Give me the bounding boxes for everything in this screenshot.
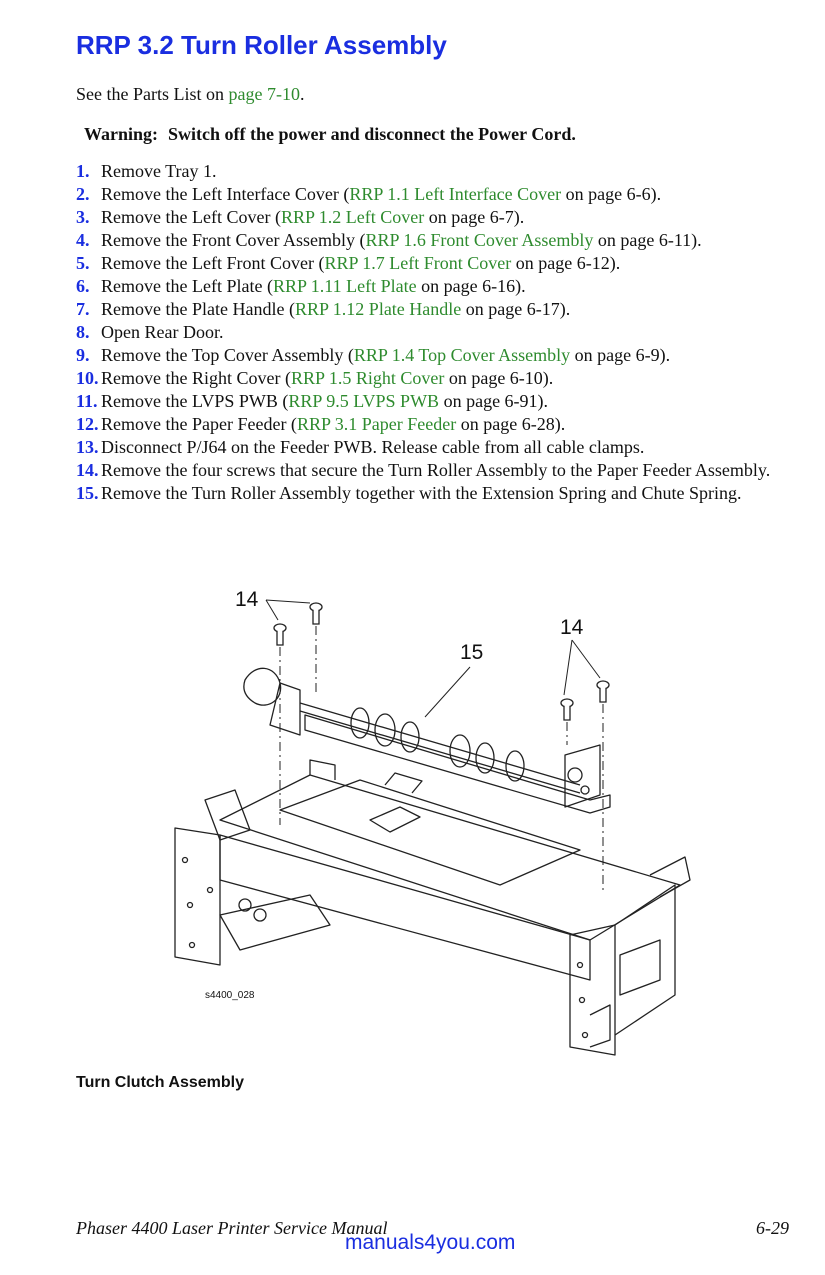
step-number: 11. — [76, 391, 98, 411]
step-text: Remove the LVPS PWB ( — [101, 391, 289, 411]
step-text-suffix: on page 6-6). — [561, 184, 662, 204]
step-cross-reference-link[interactable]: RRP 1.1 Left Interface Cover — [349, 184, 562, 204]
procedure-step — [76, 482, 796, 505]
step-number: 14. — [76, 460, 99, 480]
step-number: 12. — [76, 414, 99, 434]
step-cross-reference-link[interactable]: RRP 1.7 Left Front Cover — [324, 253, 512, 273]
step-text: Remove the Left Front Cover ( — [101, 253, 325, 273]
procedure-step — [76, 459, 796, 482]
turn-roller-assembly-diagram — [160, 585, 700, 1060]
step-text: Remove Tray 1. — [101, 161, 217, 181]
step-text: Open Rear Door. — [101, 322, 224, 342]
procedure-step — [76, 298, 796, 321]
step-number: 6. — [76, 276, 90, 296]
step-text: Remove the Right Cover ( — [101, 368, 291, 388]
step-text: Remove the Top Cover Assembly ( — [101, 345, 354, 365]
warning-label: Warning: — [84, 124, 159, 144]
step-cross-reference-link[interactable]: RRP 9.5 LVPS PWB — [288, 391, 440, 411]
procedure-step — [76, 160, 796, 183]
callout-screws-right: 14 — [560, 616, 584, 639]
step-text: Remove the Front Cover Assembly ( — [101, 230, 366, 250]
procedure-steps — [76, 160, 796, 505]
procedure-step — [76, 206, 796, 229]
feeder-tray-slot — [280, 780, 580, 885]
step-number: 5. — [76, 253, 90, 273]
step-number: 15. — [76, 483, 99, 503]
footer-page-number: 6-29 — [756, 1218, 789, 1238]
step-cross-reference-link[interactable]: RRP 1.12 Plate Handle — [294, 299, 462, 319]
screw-icon — [310, 603, 322, 624]
step-cross-reference-link[interactable]: RRP 1.2 Left Cover — [280, 207, 425, 227]
step-text: Remove the Paper Feeder ( — [101, 414, 297, 434]
step-number: 8. — [76, 322, 90, 342]
left-gear — [244, 668, 281, 705]
callout-screws-left: 14 — [235, 588, 259, 611]
feeder-frame-top — [220, 775, 680, 940]
parts-list-link[interactable]: page 7-10 — [228, 84, 300, 104]
step-cross-reference-link[interactable]: RRP 1.5 Right Cover — [290, 368, 445, 388]
step-text: Remove the Turn Roller Assembly together with the Extension Spring and Chute Spring. — [101, 483, 742, 503]
screw-icon — [597, 681, 609, 702]
step-cross-reference-link[interactable]: RRP 1.4 Top Cover Assembly — [353, 345, 571, 365]
warning-text: Switch off the power and disconnect the Power Cord. — [168, 124, 576, 144]
step-number: 4. — [76, 230, 90, 250]
screw-icon — [274, 624, 286, 645]
step-number: 9. — [76, 345, 90, 365]
section-heading: RRP 3.2 Turn Roller Assembly — [76, 30, 447, 60]
turn-roller-bracket — [305, 715, 610, 813]
step-number: 1. — [76, 161, 90, 181]
step-number: 7. — [76, 299, 90, 319]
step-text-suffix: on page 6-9). — [570, 345, 671, 365]
feeder-frame-front — [220, 835, 590, 980]
step-text-suffix: on page 6-7). — [424, 207, 525, 227]
step-text-suffix: on page 6-12). — [511, 253, 621, 273]
step-text: Remove the Left Cover ( — [101, 207, 281, 227]
feeder-frame-right-side — [615, 885, 675, 1035]
step-text: Remove the Plate Handle ( — [101, 299, 295, 319]
step-cross-reference-link[interactable]: RRP 3.1 Paper Feeder — [296, 414, 457, 434]
step-number: 10. — [76, 368, 99, 388]
step-number: 13. — [76, 437, 99, 457]
procedure-step — [76, 229, 796, 252]
procedure-step — [76, 321, 796, 344]
footer-title: Phaser 4400 Laser Printer Service Manual — [76, 1218, 388, 1238]
step-text-suffix: on page 6-16). — [416, 276, 526, 296]
step-text-suffix: on page 6-10). — [444, 368, 554, 388]
procedure-step — [76, 252, 796, 275]
warning-notice — [84, 124, 576, 145]
procedure-step — [76, 275, 796, 298]
step-text-suffix: on page 6-11). — [593, 230, 702, 250]
procedure-step — [76, 367, 796, 390]
parts-list-reference — [76, 84, 304, 105]
step-text-suffix: on page 6-91). — [439, 391, 549, 411]
figure-caption: Turn Clutch Assembly — [76, 1074, 245, 1091]
step-text: Disconnect P/J64 on the Feeder PWB. Release cable from all cable clamps. — [101, 437, 645, 457]
turn-roller-shaft — [300, 703, 580, 785]
step-number: 3. — [76, 207, 90, 227]
callout-turn-roller: 15 — [460, 641, 484, 664]
screw-icon — [561, 699, 573, 720]
figure-id: s4400_028 — [205, 990, 255, 1001]
feeder-frame-right-plate — [570, 925, 615, 1055]
procedure-step — [76, 390, 796, 413]
feeder-frame-left-plate — [175, 828, 220, 965]
roller — [450, 735, 470, 767]
intro-suffix: . — [299, 84, 305, 104]
step-text-suffix: on page 6-17). — [461, 299, 571, 319]
procedure-step — [76, 183, 796, 206]
step-text: Remove the four screws that secure the Turn Roller Assembly to the Paper Feeder Assembly. — [101, 460, 771, 480]
step-text: Remove the Left Plate ( — [101, 276, 273, 296]
watermark: manuals4you.com — [345, 1231, 516, 1254]
procedure-step — [76, 436, 796, 459]
procedure-step — [76, 344, 796, 367]
step-cross-reference-link[interactable]: RRP 1.11 Left Plate — [272, 276, 417, 296]
intro-text: See the Parts List on — [76, 84, 229, 104]
procedure-step — [76, 413, 796, 436]
step-cross-reference-link[interactable]: RRP 1.6 Front Cover Assembly — [365, 230, 594, 250]
step-text: Remove the Left Interface Cover ( — [101, 184, 350, 204]
step-number: 2. — [76, 184, 90, 204]
step-text-suffix: on page 6-28). — [456, 414, 566, 434]
